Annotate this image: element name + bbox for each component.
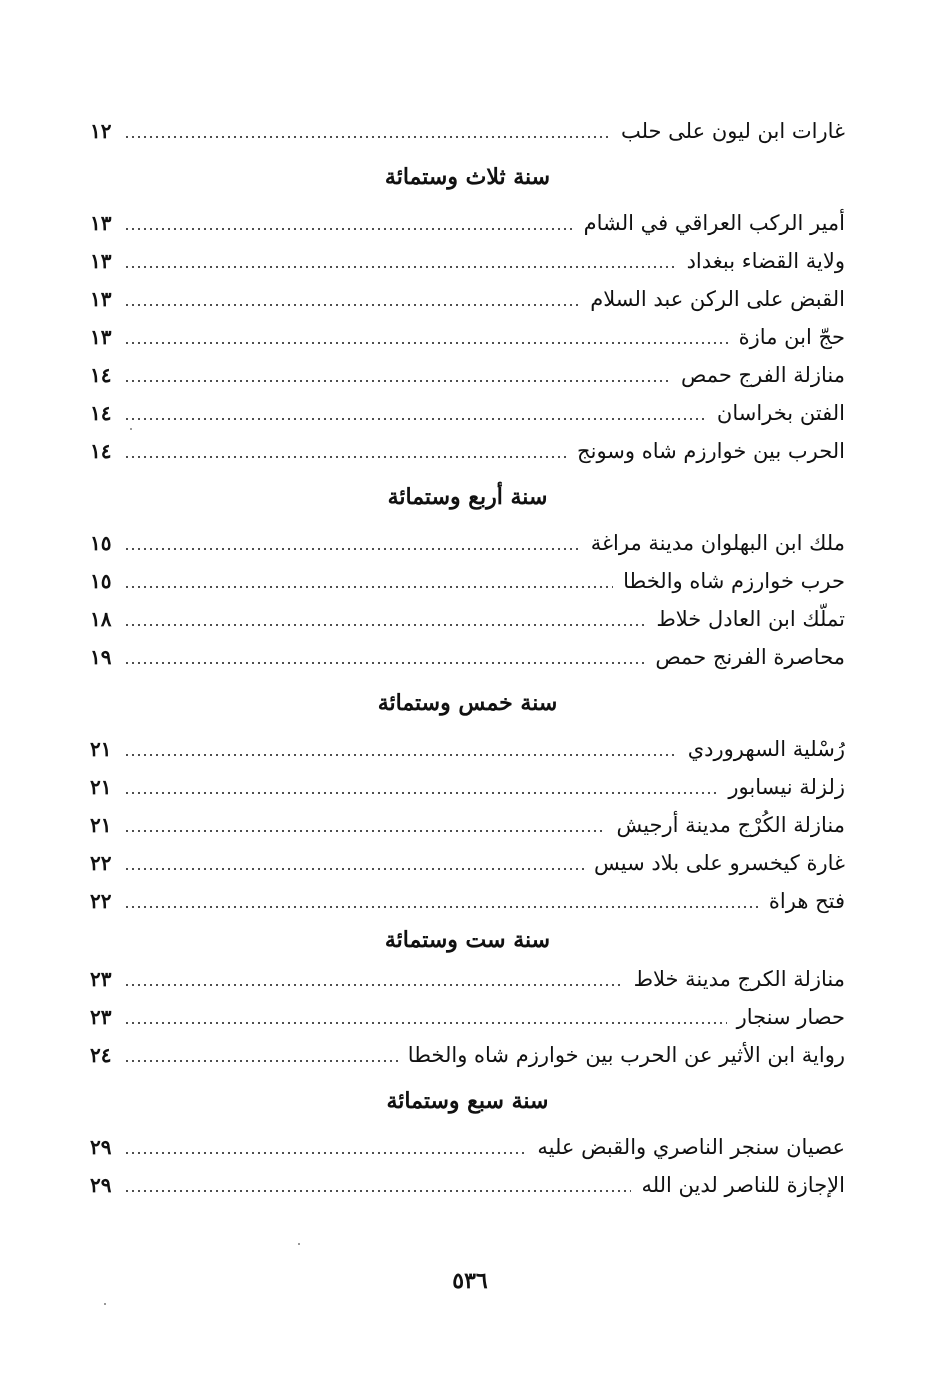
entry-title: الإجازة للناصر لدين الله [641, 1173, 845, 1197]
page-number: ٥٣٦ [452, 1268, 488, 1294]
toc-entry [90, 960, 845, 998]
entry-page-number: ١٣ [90, 325, 112, 349]
section-heading: سنة سبع وستمائة [386, 1088, 549, 1114]
toc-entry [90, 998, 845, 1036]
scan-speck [298, 1243, 300, 1245]
toc-entry [90, 600, 845, 638]
section-heading: سنة أربع وستمائة [387, 484, 548, 510]
entry-page-number: ١٤ [90, 401, 112, 425]
dot-leader [124, 342, 729, 344]
entry-page-number: ٢١ [90, 737, 112, 761]
entry-page-number: ٢٣ [90, 1005, 112, 1029]
entry-title: زلزلة نيسابور [728, 775, 845, 799]
entry-page-number: ٢١ [90, 813, 112, 837]
scan-speck [130, 428, 132, 430]
entry-page-number: ١٩ [90, 645, 112, 669]
toc-entry [90, 768, 845, 806]
dot-leader [124, 304, 580, 306]
entry-page-number: ١٨ [90, 607, 112, 631]
toc-entry [90, 524, 845, 562]
entry-page-number: ١٤ [90, 439, 112, 463]
toc-entry [90, 1036, 845, 1074]
toc-entry [90, 432, 845, 470]
dot-leader [124, 1022, 727, 1024]
entry-page-number: ١٣ [90, 249, 112, 273]
toc-entry [90, 204, 845, 242]
dot-leader [124, 228, 574, 230]
entry-title: الفتن بخراسان [716, 401, 845, 425]
entry-page-number: ٢٩ [90, 1173, 112, 1197]
dot-leader [124, 1060, 398, 1062]
toc-entry [90, 394, 845, 432]
toc-entry [90, 844, 845, 882]
entry-title: الحرب بين خوارزم شاه وسونج [577, 439, 845, 463]
toc-entry [90, 280, 845, 318]
dot-leader [124, 624, 646, 626]
toc-entry [90, 730, 845, 768]
dot-leader [124, 586, 613, 588]
toc-entry [90, 882, 845, 920]
entry-title: القبض على الركن عبد السلام [590, 287, 845, 311]
dot-leader [124, 418, 707, 420]
entry-page-number: ٢١ [90, 775, 112, 799]
dot-leader [124, 136, 611, 138]
table-of-contents [90, 112, 845, 1204]
entry-page-number: ٢٤ [90, 1043, 112, 1067]
dot-leader [124, 984, 624, 986]
entry-page-number: ٢٢ [90, 851, 112, 875]
entry-title: رُسْلية السهروردي [687, 737, 845, 761]
toc-entry [90, 356, 845, 394]
entry-page-number: ١٣ [90, 287, 112, 311]
dot-leader [124, 456, 567, 458]
entry-page-number: ١٥ [90, 531, 112, 555]
entry-title: أمير الركب العراقي في الشام [583, 211, 845, 235]
toc-entry [90, 562, 845, 600]
entry-title: فتح هراة [768, 889, 845, 913]
scan-speck [104, 1303, 106, 1305]
entry-title: حرب خوارزم شاه والخطا [623, 569, 845, 593]
dot-leader [124, 266, 677, 268]
entry-page-number: ١٣ [90, 211, 112, 235]
section-heading: سنة ثلاث وستمائة [384, 164, 551, 190]
entry-page-number: ٢٩ [90, 1135, 112, 1159]
entry-title: حجّ ابن مازة [738, 325, 845, 349]
entry-page-number: ٢٣ [90, 967, 112, 991]
dot-leader [124, 830, 606, 832]
toc-entry [90, 242, 845, 280]
toc-entry [90, 638, 845, 676]
entry-title: محاصرة الفرنج حمص [655, 645, 845, 669]
section-heading: سنة ست وستمائة [384, 927, 551, 953]
entry-title: غارة كيخسرو على بلاد سيس [594, 851, 845, 875]
dot-leader [124, 906, 759, 908]
toc-entry [90, 1166, 845, 1204]
dot-leader [124, 868, 584, 870]
entry-title: عصيان سنجر الناصري والقبض عليه [537, 1135, 845, 1159]
entry-page-number: ١٢ [90, 119, 112, 143]
dot-leader [124, 792, 718, 794]
entry-title: غارات ابن ليون على حلب [620, 119, 845, 143]
toc-entry [90, 1128, 845, 1166]
dot-leader [124, 548, 581, 550]
entry-title: رواية ابن الأثير عن الحرب بين خوارزم شاه والخطا [407, 1043, 845, 1067]
entry-title: منازلة الكرج مدينة خلاط [633, 967, 845, 991]
dot-leader [124, 662, 645, 664]
section-heading: سنة خمس وستمائة [377, 690, 558, 716]
toc-entry [90, 806, 845, 844]
entry-page-number: ٢٢ [90, 889, 112, 913]
entry-page-number: ١٤ [90, 363, 112, 387]
dot-leader [124, 1190, 631, 1192]
entry-page-number: ١٥ [90, 569, 112, 593]
toc-entry [90, 318, 845, 356]
entry-title: ملك ابن البهلوان مدينة مراغة [590, 531, 845, 555]
entry-title: حصار سنجار [736, 1005, 845, 1029]
entry-title: منازلة الكُرْج مدينة أرجيش [616, 813, 845, 837]
dot-leader [124, 1152, 527, 1154]
toc-entry [90, 112, 845, 150]
entry-title: تملّك ابن العادل خلاط [656, 607, 845, 631]
entry-title: ولاية القضاء ببغداد [686, 249, 845, 273]
dot-leader [124, 380, 671, 382]
dot-leader [124, 754, 678, 756]
entry-title: منازلة الفرج حمص [681, 363, 845, 387]
